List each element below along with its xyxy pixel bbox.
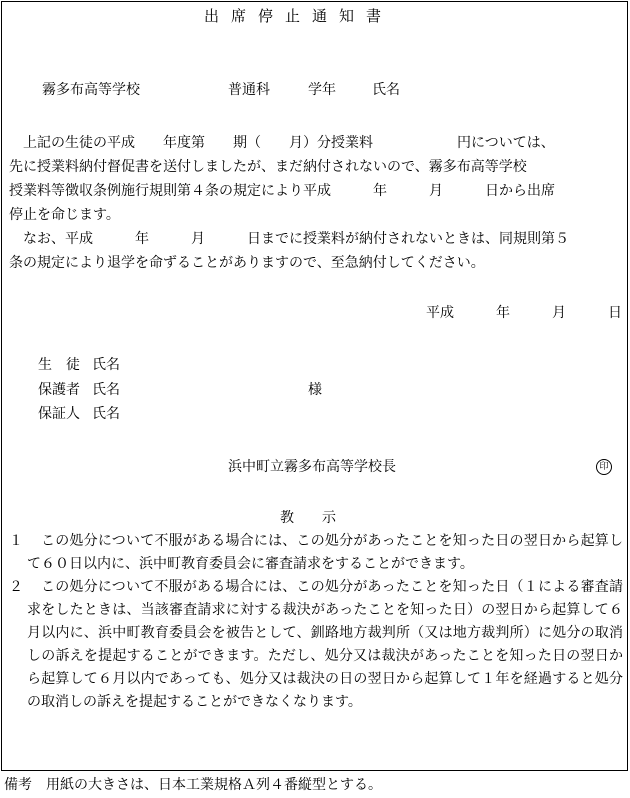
issue-date: 平成 年 月 日 xyxy=(426,305,622,321)
notice-heading: 教 示 xyxy=(280,510,336,526)
document-title: 出席停止通知書 xyxy=(204,7,394,25)
honorific: 様 xyxy=(308,382,322,398)
p1-line: 上記の生徒の平成 年度第 期（ 月）分授業料 円については、 xyxy=(23,135,555,151)
student-name-label: 氏名 xyxy=(372,82,400,98)
notice-list xyxy=(9,530,623,714)
p1-line: 停止を命じます。 xyxy=(9,207,120,223)
person-role: 保証人 xyxy=(38,406,80,422)
p1-line: 先に授業料納付督促書を送付しましたが、まだ納付されないので、霧多布高等学校 xyxy=(9,159,527,175)
p2-line: 条の規定により退学を命ずることがありますので、至急納付してください。 xyxy=(9,255,485,271)
person-name-label: 氏名 xyxy=(92,357,120,373)
p2-line: なお、平成 年 月 日までに授業料が納付されないときは、同規則第５ xyxy=(23,231,569,247)
notice-item-text: この処分について不服がある場合には、この処分があったことを知った日（１による審査請求をしたときは、当該審査請求に対する裁決があったことを知った日）の翌日から起算して６月以内に、浜中町教育委員会を被告として、釧路地方裁判所（又は地方裁判所）に処分の取消しの訴えを提起することができます。ただし、処分又は裁決があったことを知った日の翌日から起算して６月以内であっても、処分又は裁決の日の翌日から起算して１年を経過すると処分の取消しの訴えを提起することができなくなります。 xyxy=(27,579,623,710)
paragraph-1 xyxy=(9,131,623,275)
school-name: 霧多布高等学校 xyxy=(42,82,140,98)
notice-item-number: ２ xyxy=(9,579,23,595)
notice-item-number: １ xyxy=(9,533,23,549)
notice-item xyxy=(9,576,623,714)
grade-label: 学年 xyxy=(308,82,336,98)
p1-line: 授業料等徴収条例施行規則第４条の規定により平成 年 月 日から出席 xyxy=(9,183,555,199)
person-name-label: 氏名 xyxy=(92,406,120,422)
seal-mark: 印 xyxy=(596,459,612,475)
person-name-label: 氏名 xyxy=(92,382,120,398)
notice-item-text: この処分について不服がある場合には、この処分があったことを知った日の翌日から起算して６０日以内に、浜中町教育委員会に審査請求をすることができます。 xyxy=(27,533,623,572)
person-role: 保護者 xyxy=(38,382,80,398)
footer-note: 備考 用紙の大きさは、日本工業規格Ａ列４番縦型とする。 xyxy=(4,777,382,793)
notice-item xyxy=(9,530,623,576)
course-label: 普通科 xyxy=(228,82,270,98)
principal-title: 浜中町立霧多布高等学校長 xyxy=(228,459,396,475)
person-role: 生 徒 xyxy=(38,357,80,373)
